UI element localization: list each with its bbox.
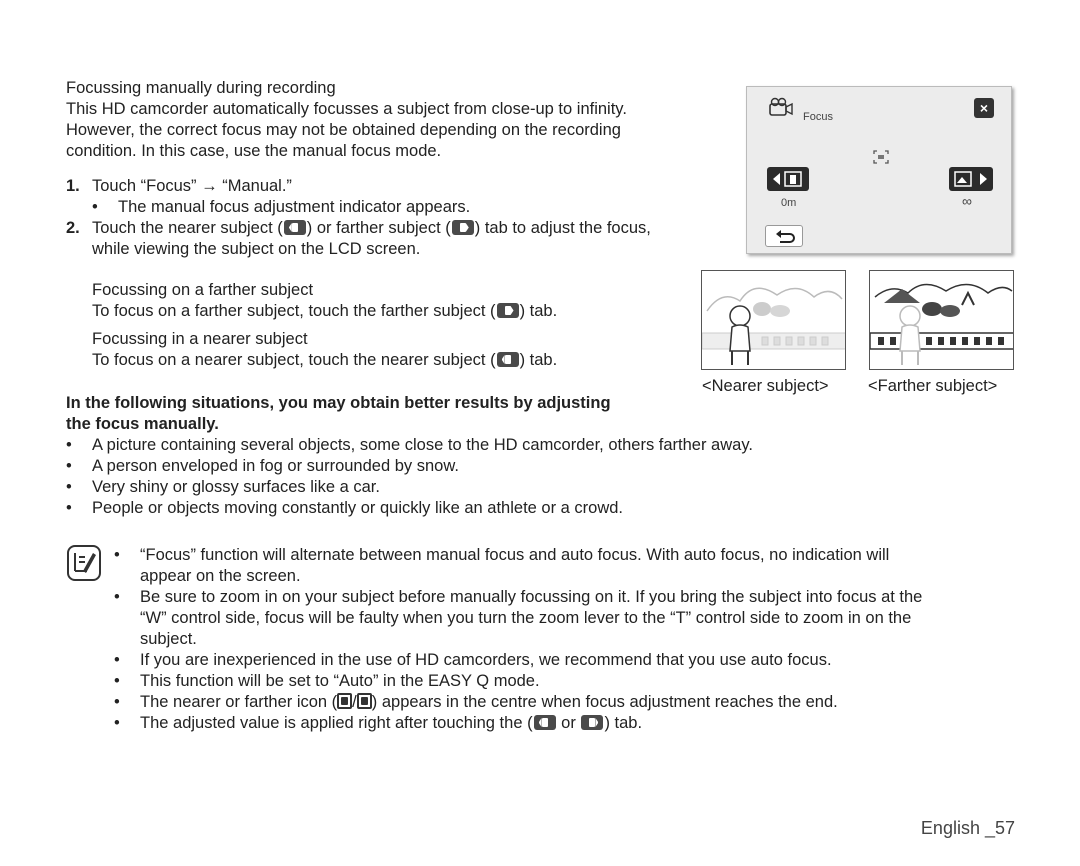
- step-2: 2. Touch the nearer subject ( ) or farther subject ( ) tab to adjust the focus,: [66, 219, 651, 237]
- farther-arrow-icon: [949, 167, 993, 191]
- farther-tab-icon: [497, 303, 519, 318]
- list-item: • Very shiny or glossy surfaces like a car.: [66, 478, 380, 496]
- nearer-heading: Focussing in a nearer subject: [92, 330, 308, 348]
- step-2-line-2: while viewing the subject on the LCD screen.: [92, 240, 421, 258]
- nearer-caption: <Nearer subject>: [702, 377, 829, 395]
- lcd-menu-label: Focus: [803, 111, 833, 123]
- list-item: • People or objects moving constantly or quickly like an athlete or a crowd.: [66, 499, 624, 517]
- close-icon[interactable]: ×: [974, 98, 994, 118]
- nearer-subject-button[interactable]: [767, 167, 809, 191]
- farther-heading: Focussing on a farther subject: [92, 281, 314, 299]
- manual-focus-indicator-icon: [873, 149, 889, 163]
- note-icon: [67, 545, 101, 581]
- note-item: • Be sure to zoom in on your subject before manually focussing on it. If you bring the subject into focus at the: [114, 588, 923, 606]
- return-icon: [766, 226, 804, 248]
- farther-subject-button[interactable]: [949, 167, 993, 191]
- farther-end-icon: [357, 693, 372, 709]
- farther-caption: <Farther subject>: [868, 377, 998, 395]
- nearer-tab-icon: [284, 220, 306, 235]
- far-value: ∞: [962, 193, 972, 209]
- situations-heading: In the following situations, you may obtain better results by adjusting the focus manually.: [66, 394, 611, 433]
- notes-list: • “Focus” function will alternate between manual focus and auto focus. With auto focus, no indication will appear on the screen. • Be sure to zoom in on your subject before manually focussing on it. If you bring the subject into focus at the “W” control side, focus will be faulty when you turn the zoom lever to the “T” control side to zoom in on the subject. • If you are inexperienced in the use of HD camcorders, we recommend that you use auto focus. • This function will be set to “Auto” in the EASY Q mode. • The nearer or farther icon ( / ) appears in the centre when focus adjustment reaches the end. • The adjusted value is applied right after touching the ( or ) tab.: [114, 545, 1054, 734]
- farther-tab-icon: [581, 715, 603, 730]
- list-item: • A person enveloped in fog or surrounded by snow.: [66, 457, 459, 475]
- list-item: • A picture containing several objects, some close to the HD camcorder, others farther away.: [66, 436, 753, 454]
- nearer-tab-icon: [534, 715, 556, 730]
- intro-line-3: condition. In this case, use the manual focus mode.: [66, 142, 442, 160]
- nearer-end-icon: [337, 693, 352, 709]
- nearer-tab-icon: [497, 352, 519, 367]
- step-1-bullet: • The manual focus adjustment indicator appears.: [92, 198, 471, 216]
- nearer-arrow-icon: [767, 167, 809, 191]
- intro-line-1: This HD camcorder automatically focusses a subject from close-up to infinity.: [66, 100, 627, 118]
- section-title: Focussing manually during recording: [66, 79, 336, 97]
- near-value: 0m: [781, 197, 797, 209]
- lcd-screen: [746, 86, 1012, 254]
- step-1: 1. Touch “Focus” → “Manual.”: [66, 177, 292, 195]
- note-item: • This function will be set to “Auto” in the EASY Q mode.: [114, 672, 540, 690]
- nearer-subject-image: [701, 270, 846, 370]
- note-item: • “Focus” function will alternate between manual focus and auto focus. With auto focus, no indication will: [114, 546, 890, 564]
- note-2-line-2: “W” control side, focus will be faulty when you turn the zoom lever to the “T” control side to zoom in on the: [140, 609, 912, 627]
- note-item: • The nearer or farther icon ( / ) appears in the centre when focus adjustment reaches the end.: [114, 693, 838, 711]
- farther-text: To focus on a farther subject, touch the farther subject ( ) tab.: [92, 302, 558, 320]
- focus-subsections: [92, 280, 692, 371]
- note-item: • The adjusted value is applied right after touching the ( or ) tab.: [114, 714, 643, 732]
- steps-block: [66, 176, 726, 260]
- farther-subject-image: [869, 270, 1014, 370]
- situations-list: [66, 435, 866, 519]
- intro-line-2: However, the correct focus may not be obtained depending on the recording: [66, 121, 621, 139]
- note-item: • If you are inexperienced in the use of HD camcorders, we recommend that you use auto focus.: [114, 651, 832, 669]
- intro-block: [66, 78, 706, 162]
- back-button[interactable]: [765, 225, 803, 247]
- farther-tab-icon: [452, 220, 474, 235]
- camera-mode-icon: [769, 97, 793, 117]
- page-number: English _57: [920, 818, 1015, 838]
- nearer-text: To focus on a nearer subject, touch the nearer subject ( ) tab.: [92, 351, 558, 369]
